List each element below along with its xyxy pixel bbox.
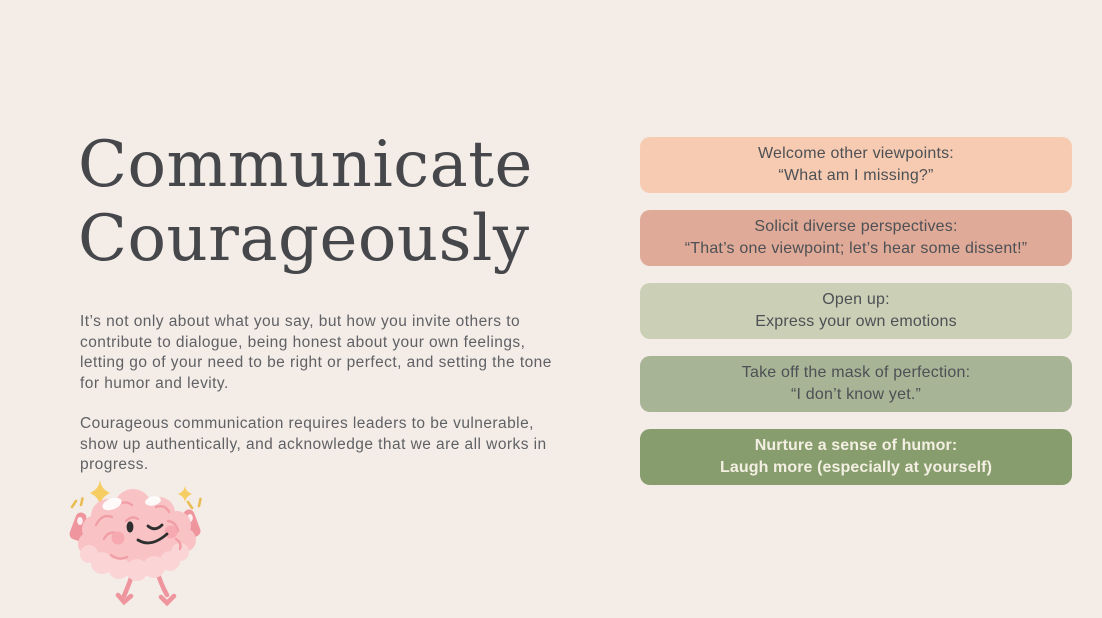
card-mask-of-perfection xyxy=(640,356,1072,412)
card-quote: “I don’t know yet.” xyxy=(790,386,922,403)
title-line-1: Communicate xyxy=(78,128,533,202)
card-sense-of-humor xyxy=(640,429,1072,485)
card-welcome-viewpoints xyxy=(640,137,1072,193)
card-heading: Nurture a sense of humor: xyxy=(754,437,958,454)
brain-character-illustration xyxy=(56,477,240,618)
card-heading: Open up: xyxy=(822,291,890,308)
card-heading: Take off the mask of perfection: xyxy=(741,364,971,381)
card-quote: Laugh more (especially at yourself) xyxy=(719,459,993,476)
intro-text xyxy=(80,312,558,496)
intro-paragraph-2: Courageous communication requires leaders to be vulnerable, show up authentically, and acknowledge that we are all works in progress. xyxy=(80,415,547,473)
practice-cards xyxy=(640,137,1072,485)
page-title xyxy=(78,128,533,276)
title-line-2: Courageously xyxy=(78,202,530,276)
card-heading: Welcome other viewpoints: xyxy=(758,145,954,162)
card-quote: Express your own emotions xyxy=(755,313,957,330)
intro-paragraph-1: It’s not only about what you say, but how you invite others to contribute to dialogue, being honest about your own feelings, letting go of your need to be right or perfect, and setting the tone for humor and levity. xyxy=(80,313,552,392)
card-solicit-perspectives xyxy=(640,210,1072,266)
card-quote: “That’s one viewpoint; let’s hear some dissent!” xyxy=(684,240,1028,257)
card-open-up xyxy=(640,283,1072,339)
card-heading: Solicit diverse perspectives: xyxy=(754,218,958,235)
card-quote: “What am I missing?” xyxy=(778,167,934,184)
